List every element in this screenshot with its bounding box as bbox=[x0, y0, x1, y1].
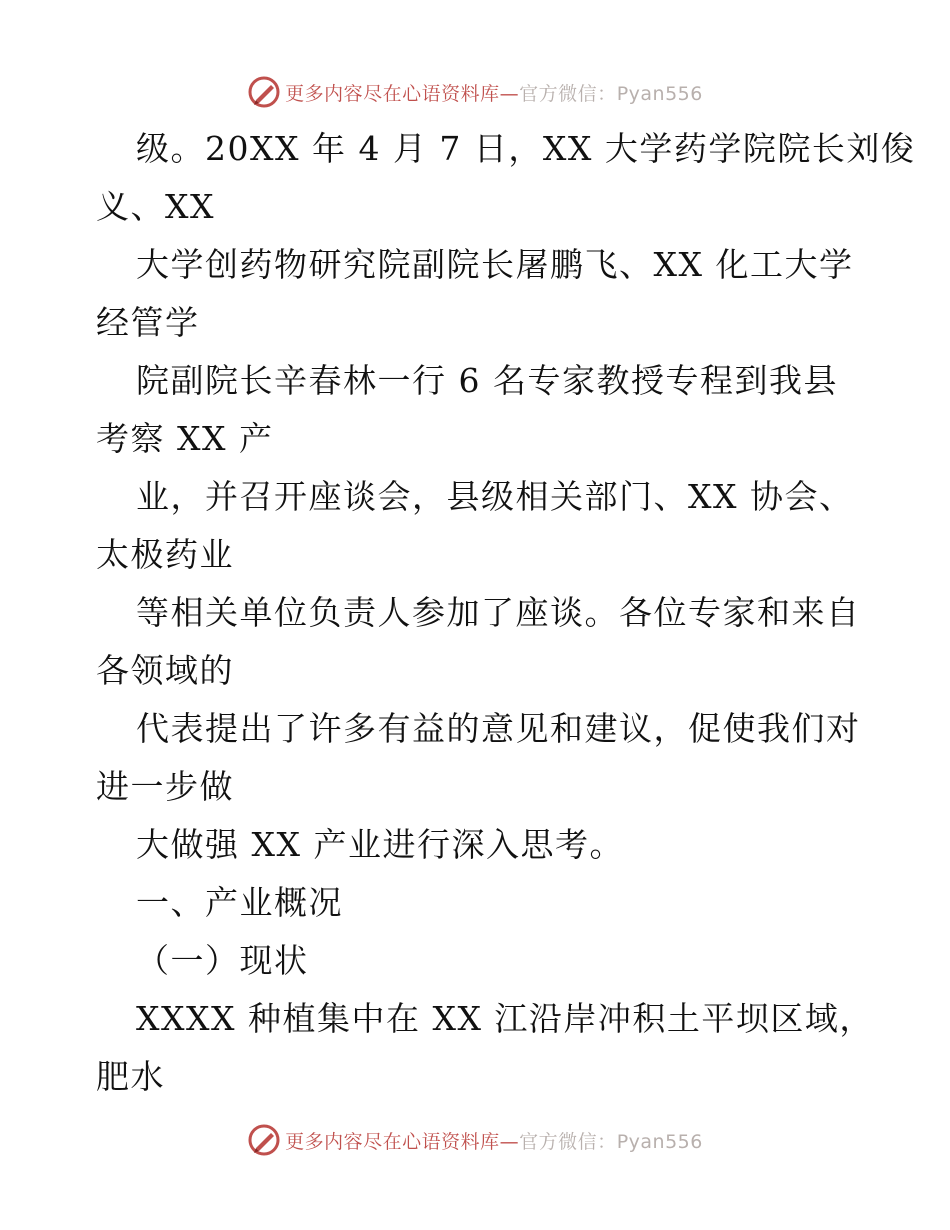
body-line: XXXX 种植集中在 XX 江沿岸冲积土平坝区域， bbox=[136, 999, 874, 1038]
body-line: 各领域的 bbox=[96, 651, 234, 690]
body-line: 太极药业 bbox=[96, 535, 234, 574]
footer-banner-text bbox=[285, 1127, 703, 1154]
header-banner-text bbox=[285, 79, 703, 106]
header-wechat-label: 官方微信： bbox=[519, 82, 617, 105]
body-line: 业，并召开座谈会，县级相关部门、XX 协会、 bbox=[136, 477, 854, 516]
document-body bbox=[96, 120, 916, 1106]
body-line: 考察 XX 产 bbox=[96, 419, 274, 458]
header-banner-dash: — bbox=[499, 82, 520, 105]
body-line: 大做强 XX 产业进行深入思考。 bbox=[136, 825, 624, 864]
header-banner-title: 更多内容尽在心语资料库 bbox=[285, 82, 500, 105]
pen-circle-logo-icon bbox=[247, 75, 281, 109]
body-line: 代表提出了许多有益的意见和建议，促使我们对 bbox=[136, 709, 861, 748]
body-line: 肥水 bbox=[96, 1057, 165, 1096]
section-heading: 一、产业概况 bbox=[136, 883, 343, 922]
subsection-heading: （一）现状 bbox=[136, 941, 309, 980]
body-line: 级。20XX 年 4 月 7 日，XX 大学药学院院长刘俊 bbox=[136, 129, 916, 168]
pen-circle-logo-icon bbox=[247, 1123, 281, 1157]
body-line: 院副院长辛春林一行 6 名专家教授专程到我县 bbox=[136, 361, 838, 400]
footer-wechat-label: 官方微信： bbox=[519, 1130, 617, 1153]
footer-banner-title: 更多内容尽在心语资料库 bbox=[285, 1130, 500, 1153]
header-banner bbox=[0, 72, 950, 112]
body-line: 大学创药物研究院副院长屠鹏飞、XX 化工大学 bbox=[136, 245, 854, 284]
footer-banner bbox=[0, 1120, 950, 1160]
body-line: 经管学 bbox=[96, 303, 200, 342]
header-wechat-id: Pyan556 bbox=[616, 82, 703, 105]
body-line: 进一步做 bbox=[96, 767, 234, 806]
body-line: 义、XX bbox=[96, 187, 215, 226]
footer-wechat-id: Pyan556 bbox=[616, 1130, 703, 1153]
footer-banner-dash: — bbox=[499, 1130, 520, 1153]
body-line: 等相关单位负责人参加了座谈。各位专家和来自 bbox=[136, 593, 861, 632]
